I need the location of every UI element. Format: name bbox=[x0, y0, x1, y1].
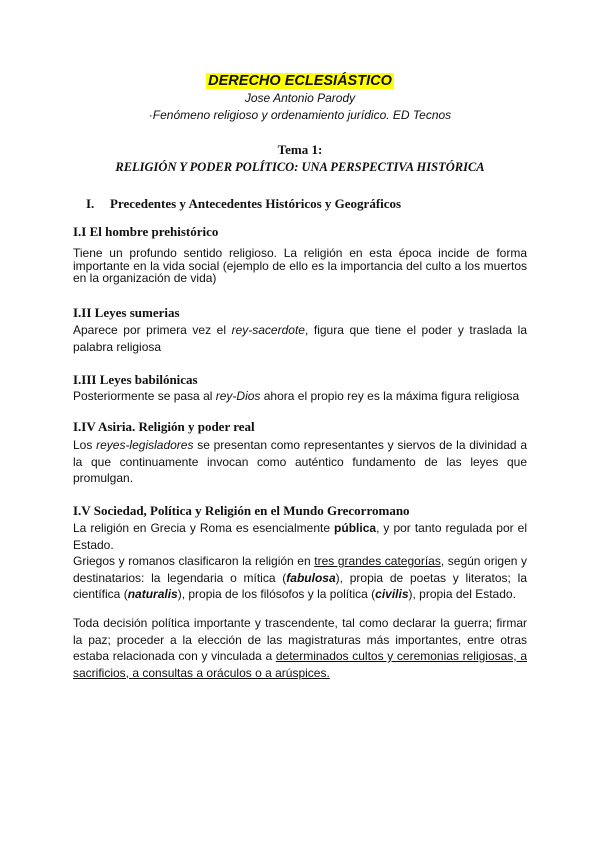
underline-cultos-ceremonias: determinados cultos y ceremonias religiosas, a sacrificios, a consultas a oráculos o a arúspices. bbox=[73, 649, 527, 680]
text-span: Griegos y romanos clasificaron la religión en bbox=[73, 554, 315, 568]
bold-civilis: civilis bbox=[375, 587, 409, 601]
text-span: ), propia del Estado. bbox=[408, 587, 516, 601]
text-span: ahora el propio rey es la máxima figura religiosa bbox=[260, 389, 520, 403]
heading-hombre-prehistorico: I.I El hombre prehistórico bbox=[73, 224, 219, 239]
tema-subtitle: RELIGIÓN Y PODER POLÍTICO: UNA PERSPECTIVA HISTÓRICA bbox=[115, 160, 485, 174]
text-span: La religión en Grecia y Roma es esencialmente bbox=[73, 521, 335, 535]
paragraph-decision-politica bbox=[73, 615, 527, 681]
heading-asiria: I.IV Asiria. Religión y poder real bbox=[73, 419, 255, 434]
text-span: , y por tanto regulada por el Estado. bbox=[73, 521, 528, 552]
text-span: Posteriormente se pasa al bbox=[73, 389, 216, 403]
text-span: , figura que tiene el poder y traslada la palabra religiosa bbox=[73, 323, 527, 354]
emphasis-reyes-legisladores: reyes-legisladores bbox=[96, 438, 194, 452]
text-span: ), propia de poetas y literatos; la científica ( bbox=[73, 570, 527, 601]
bold-naturalis: naturalis bbox=[127, 587, 178, 601]
document-title: DERECHO ECLESIÁSTICO bbox=[208, 73, 392, 89]
bold-fabulosa: fabulosa bbox=[286, 570, 336, 585]
text-span: Los bbox=[73, 438, 97, 452]
heading-leyes-babilonicas: I.III Leyes babilónicas bbox=[73, 372, 198, 387]
book-reference: ·Fenómeno religioso y ordenamiento jurídico. ED Tecnos bbox=[148, 108, 452, 122]
author-name: Jose Antonio Parody bbox=[244, 91, 356, 105]
section-number: I. bbox=[86, 196, 95, 211]
paragraph-religion-publica bbox=[73, 520, 527, 553]
heading-mundo-grecorromano: I.V Sociedad, Política y Religión en el Mundo Grecorromano bbox=[73, 503, 410, 518]
tema-label: Tema 1: bbox=[277, 142, 323, 157]
bold-publica: pública bbox=[334, 521, 377, 535]
paragraph-hombre-prehistorico: Tiene un profundo sentido religioso. La religión en esta época incide de forma importante en la vida social (ejemplo de ello es la importancia del culto a los muertos en la organización de vida) bbox=[73, 246, 527, 285]
paragraph-tres-categorias bbox=[73, 553, 527, 603]
text-span: Aparece por primera vez el bbox=[73, 323, 232, 337]
section-heading bbox=[86, 196, 401, 212]
emphasis-rey-sacerdote: rey-sacerdote bbox=[231, 323, 305, 337]
paragraph-leyes-sumerias bbox=[73, 322, 527, 356]
section-title: Precedentes y Antecedentes Históricos y Geográficos bbox=[110, 196, 402, 211]
paragraph-asiria bbox=[73, 437, 527, 487]
paragraph-leyes-babilonicas bbox=[73, 389, 527, 404]
heading-leyes-sumerias: I.II Leyes sumerias bbox=[73, 305, 180, 320]
underline-tres-categorias: tres grandes categorías bbox=[314, 554, 441, 568]
document-title-block bbox=[0, 72, 600, 90]
emphasis-rey-dios: rey-Dios bbox=[215, 389, 261, 403]
text-span: ), propia de los filósofos y la política ( bbox=[177, 587, 376, 601]
text-span: , según origen y destinatarios: la legendaria o mítica ( bbox=[73, 554, 528, 585]
text-span: se presentan como representantes y siervos de la divinidad a la que continuamente invocan como auténtico fundamento de las leyes que promulgan. bbox=[73, 438, 527, 485]
text-span: Toda decisión política importante y trascendente, tal como declarar la guerra; firmar la paz; proceder a la elección de las magistraturas más importantes, entre otras estaba relacionada con y vinculada a bbox=[73, 616, 527, 663]
